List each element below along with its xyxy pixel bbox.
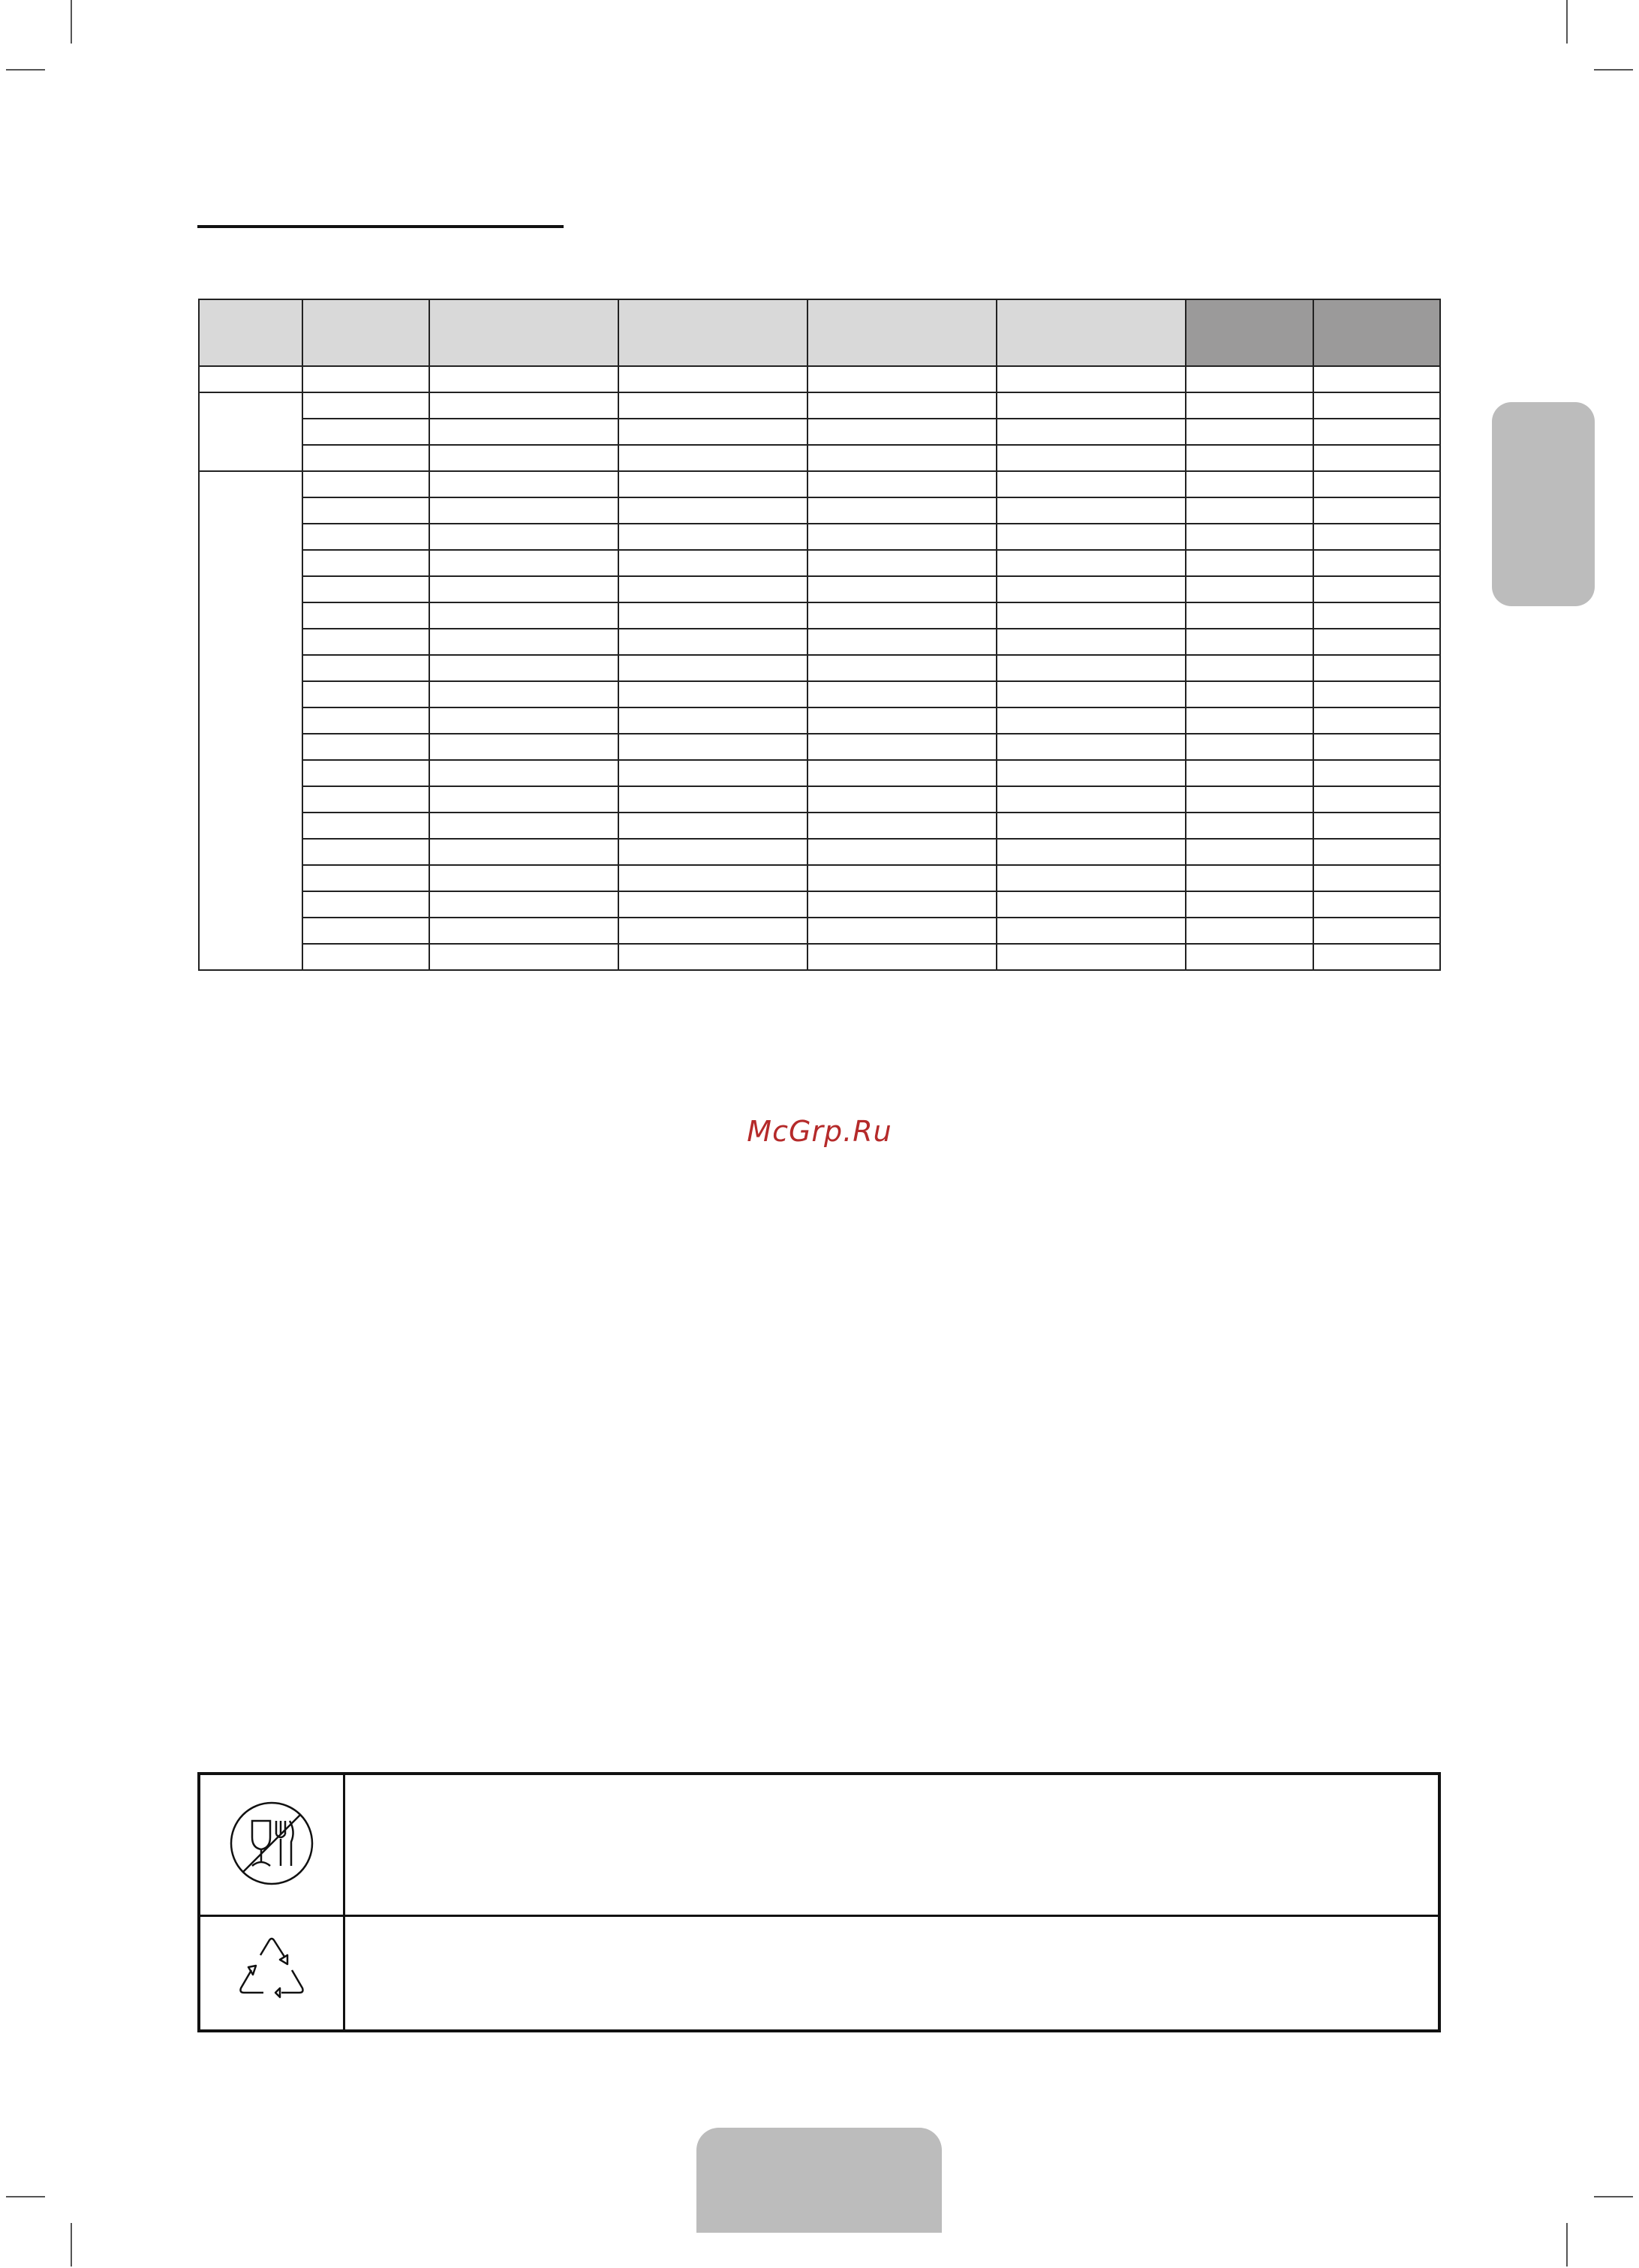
crop-mark bbox=[1566, 0, 1568, 44]
table-row bbox=[199, 629, 1440, 655]
table-cell bbox=[997, 366, 1186, 392]
table-cell bbox=[807, 734, 997, 760]
table-row bbox=[199, 734, 1440, 760]
table-cell bbox=[1313, 392, 1440, 419]
table-cell bbox=[1186, 392, 1313, 419]
table-cell bbox=[1186, 891, 1313, 918]
table-cell bbox=[429, 681, 618, 707]
table-cell bbox=[618, 366, 807, 392]
table-cell bbox=[807, 681, 997, 707]
crop-mark bbox=[1566, 2223, 1568, 2266]
table-cell bbox=[429, 445, 618, 471]
table-cell bbox=[1313, 366, 1440, 392]
symbol-row bbox=[199, 1774, 1439, 1916]
table-cell bbox=[429, 813, 618, 839]
table-cell bbox=[618, 550, 807, 576]
table-cell bbox=[1313, 419, 1440, 445]
table-cell bbox=[302, 707, 429, 734]
table-cell bbox=[429, 550, 618, 576]
header-cell bbox=[997, 299, 1186, 366]
table-row bbox=[199, 655, 1440, 681]
table-cell bbox=[302, 445, 429, 471]
table-cell bbox=[302, 944, 429, 970]
table-cell bbox=[618, 891, 807, 918]
table-cell bbox=[807, 366, 997, 392]
table-cell bbox=[1186, 629, 1313, 655]
table-cell bbox=[429, 786, 618, 813]
table-cell bbox=[302, 524, 429, 550]
table-cell bbox=[618, 918, 807, 944]
table-cell bbox=[1313, 734, 1440, 760]
table-cell bbox=[807, 602, 997, 629]
table-cell bbox=[807, 576, 997, 602]
table-row bbox=[199, 891, 1440, 918]
table-cell bbox=[1313, 681, 1440, 707]
not-food-contact-icon bbox=[227, 1798, 317, 1888]
table-cell bbox=[997, 655, 1186, 681]
table-cell bbox=[997, 707, 1186, 734]
table-cell bbox=[1313, 707, 1440, 734]
table-cell bbox=[618, 576, 807, 602]
table-cell bbox=[429, 891, 618, 918]
table-cell bbox=[807, 918, 997, 944]
header-cell bbox=[618, 299, 807, 366]
crop-mark bbox=[71, 0, 72, 44]
table-row bbox=[199, 760, 1440, 786]
table-cell bbox=[618, 786, 807, 813]
table-cell bbox=[997, 681, 1186, 707]
table-cell bbox=[429, 366, 618, 392]
table-cell bbox=[302, 497, 429, 524]
table-row bbox=[199, 497, 1440, 524]
table-cell bbox=[997, 419, 1186, 445]
table-cell bbox=[1313, 524, 1440, 550]
table-cell bbox=[1186, 944, 1313, 970]
specification-table bbox=[198, 299, 1441, 971]
table-cell bbox=[1313, 865, 1440, 891]
table-cell bbox=[429, 629, 618, 655]
symbol-description-cell bbox=[344, 1774, 1440, 1916]
table-cell bbox=[997, 629, 1186, 655]
table-cell bbox=[997, 392, 1186, 419]
table-cell bbox=[1186, 419, 1313, 445]
table-cell bbox=[1186, 366, 1313, 392]
table-cell bbox=[302, 392, 429, 419]
table-cell bbox=[618, 760, 807, 786]
table-cell bbox=[997, 445, 1186, 471]
table-row bbox=[199, 576, 1440, 602]
table-cell bbox=[1186, 471, 1313, 497]
symbol-description-cell bbox=[344, 1916, 1440, 2032]
table-header-row bbox=[199, 299, 1440, 366]
table-cell bbox=[807, 760, 997, 786]
table-cell bbox=[429, 602, 618, 629]
table-cell bbox=[302, 734, 429, 760]
table-cell bbox=[1313, 918, 1440, 944]
table-cell bbox=[429, 760, 618, 786]
table-cell bbox=[997, 944, 1186, 970]
table-cell bbox=[302, 891, 429, 918]
header-cell bbox=[1313, 299, 1440, 366]
table-cell bbox=[1186, 918, 1313, 944]
table-cell bbox=[429, 944, 618, 970]
table-cell bbox=[618, 497, 807, 524]
table-cell bbox=[302, 760, 429, 786]
table-cell bbox=[1313, 445, 1440, 471]
table-row bbox=[199, 865, 1440, 891]
crop-mark bbox=[1594, 69, 1633, 71]
table-cell bbox=[618, 707, 807, 734]
table-cell bbox=[807, 813, 997, 839]
table-cell bbox=[429, 865, 618, 891]
table-row bbox=[199, 918, 1440, 944]
table-cell bbox=[1186, 524, 1313, 550]
table-cell bbox=[302, 550, 429, 576]
table-cell bbox=[1186, 445, 1313, 471]
table-cell bbox=[1186, 813, 1313, 839]
table-cell bbox=[302, 839, 429, 865]
table-cell bbox=[618, 944, 807, 970]
table-cell bbox=[302, 602, 429, 629]
header-cell bbox=[1186, 299, 1313, 366]
table-cell bbox=[997, 734, 1186, 760]
table-cell bbox=[618, 734, 807, 760]
table-cell bbox=[429, 392, 618, 419]
table-cell bbox=[1313, 944, 1440, 970]
table-cell bbox=[429, 419, 618, 445]
table-cell bbox=[1186, 786, 1313, 813]
table-cell bbox=[302, 865, 429, 891]
crop-mark bbox=[71, 2223, 72, 2266]
table-cell bbox=[429, 734, 618, 760]
table-row bbox=[199, 550, 1440, 576]
table-cell bbox=[1186, 655, 1313, 681]
table-cell bbox=[429, 655, 618, 681]
table-cell bbox=[807, 839, 997, 865]
table-row bbox=[199, 839, 1440, 865]
table-cell bbox=[302, 813, 429, 839]
header-cell bbox=[302, 299, 429, 366]
table-cell bbox=[1313, 839, 1440, 865]
table-cell bbox=[618, 471, 807, 497]
table-cell bbox=[807, 629, 997, 655]
table-row bbox=[199, 707, 1440, 734]
table-cell bbox=[997, 576, 1186, 602]
table-cell bbox=[302, 655, 429, 681]
table-cell bbox=[997, 497, 1186, 524]
table-cell bbox=[807, 445, 997, 471]
table-cell bbox=[302, 681, 429, 707]
header-cell bbox=[429, 299, 618, 366]
table-cell bbox=[618, 419, 807, 445]
table-cell bbox=[302, 629, 429, 655]
table-cell bbox=[1186, 576, 1313, 602]
table-cell bbox=[1186, 550, 1313, 576]
group-cell bbox=[199, 392, 302, 471]
table-cell bbox=[618, 813, 807, 839]
table-row bbox=[199, 813, 1440, 839]
table-row bbox=[199, 681, 1440, 707]
table-cell bbox=[618, 392, 807, 419]
language-side-tab bbox=[1492, 402, 1595, 606]
table-row bbox=[199, 602, 1440, 629]
symbol-icon-cell bbox=[199, 1774, 344, 1916]
table-cell bbox=[807, 524, 997, 550]
table-cell bbox=[429, 497, 618, 524]
table-cell bbox=[429, 524, 618, 550]
table-cell bbox=[429, 839, 618, 865]
table-cell bbox=[618, 629, 807, 655]
table-cell bbox=[807, 471, 997, 497]
table-cell bbox=[429, 707, 618, 734]
crop-mark bbox=[6, 69, 45, 71]
table-cell bbox=[1186, 681, 1313, 707]
table-cell bbox=[1186, 839, 1313, 865]
recycle-icon bbox=[230, 1934, 313, 2009]
symbol-row bbox=[199, 1916, 1439, 2032]
table-cell bbox=[429, 471, 618, 497]
table-row bbox=[199, 445, 1440, 471]
table-row bbox=[199, 944, 1440, 970]
table-cell bbox=[1313, 497, 1440, 524]
symbols-table bbox=[197, 1772, 1441, 2032]
table-cell bbox=[429, 576, 618, 602]
crop-mark bbox=[1594, 2196, 1633, 2197]
table-row bbox=[199, 786, 1440, 813]
table-cell bbox=[1186, 734, 1313, 760]
header-cell bbox=[807, 299, 997, 366]
table-cell bbox=[997, 550, 1186, 576]
table-body bbox=[199, 366, 1440, 970]
table-cell bbox=[807, 944, 997, 970]
table-cell bbox=[997, 839, 1186, 865]
group-cell bbox=[199, 366, 302, 392]
table-cell bbox=[1313, 471, 1440, 497]
table-cell bbox=[302, 786, 429, 813]
table-row bbox=[199, 419, 1440, 445]
section-heading-underline bbox=[197, 225, 564, 228]
table-cell bbox=[807, 891, 997, 918]
page-number-tab bbox=[696, 2128, 942, 2233]
table-cell bbox=[1313, 655, 1440, 681]
table-cell bbox=[997, 524, 1186, 550]
watermark-text: McGrp.Ru bbox=[747, 1115, 892, 1148]
table-cell bbox=[1313, 550, 1440, 576]
table-cell bbox=[807, 707, 997, 734]
table-cell bbox=[1313, 891, 1440, 918]
group-cell bbox=[199, 471, 302, 970]
table-cell bbox=[302, 471, 429, 497]
crop-mark bbox=[6, 2196, 45, 2197]
table-cell bbox=[618, 602, 807, 629]
table-row bbox=[199, 524, 1440, 550]
table-cell bbox=[1313, 602, 1440, 629]
table-cell bbox=[1186, 497, 1313, 524]
table-cell bbox=[997, 918, 1186, 944]
header-cell bbox=[199, 299, 302, 366]
table-cell bbox=[302, 576, 429, 602]
table-cell bbox=[1313, 629, 1440, 655]
table-cell bbox=[807, 786, 997, 813]
table-cell bbox=[618, 524, 807, 550]
table-cell bbox=[807, 655, 997, 681]
table-cell bbox=[997, 813, 1186, 839]
table-cell bbox=[618, 445, 807, 471]
table-cell bbox=[997, 865, 1186, 891]
table-cell bbox=[618, 839, 807, 865]
table-cell bbox=[807, 392, 997, 419]
table-cell bbox=[997, 602, 1186, 629]
table-cell bbox=[807, 865, 997, 891]
table-cell bbox=[1313, 760, 1440, 786]
table-cell bbox=[1186, 707, 1313, 734]
table-cell bbox=[429, 918, 618, 944]
table-cell bbox=[1186, 602, 1313, 629]
table-cell bbox=[618, 865, 807, 891]
table-cell bbox=[1186, 760, 1313, 786]
table-cell bbox=[1313, 576, 1440, 602]
table-cell bbox=[997, 786, 1186, 813]
table-row bbox=[199, 471, 1440, 497]
table-cell bbox=[997, 471, 1186, 497]
table-cell bbox=[1186, 865, 1313, 891]
table-row bbox=[199, 366, 1440, 392]
table-cell bbox=[807, 550, 997, 576]
table-cell bbox=[807, 419, 997, 445]
table-cell bbox=[1313, 786, 1440, 813]
table-row bbox=[199, 392, 1440, 419]
table-cell bbox=[1313, 813, 1440, 839]
symbol-icon-cell bbox=[199, 1916, 344, 2032]
table-cell bbox=[997, 891, 1186, 918]
table-cell bbox=[807, 497, 997, 524]
table-cell bbox=[302, 419, 429, 445]
table-cell bbox=[302, 366, 429, 392]
table-cell bbox=[997, 760, 1186, 786]
table-cell bbox=[302, 918, 429, 944]
table-cell bbox=[618, 681, 807, 707]
table-cell bbox=[618, 655, 807, 681]
